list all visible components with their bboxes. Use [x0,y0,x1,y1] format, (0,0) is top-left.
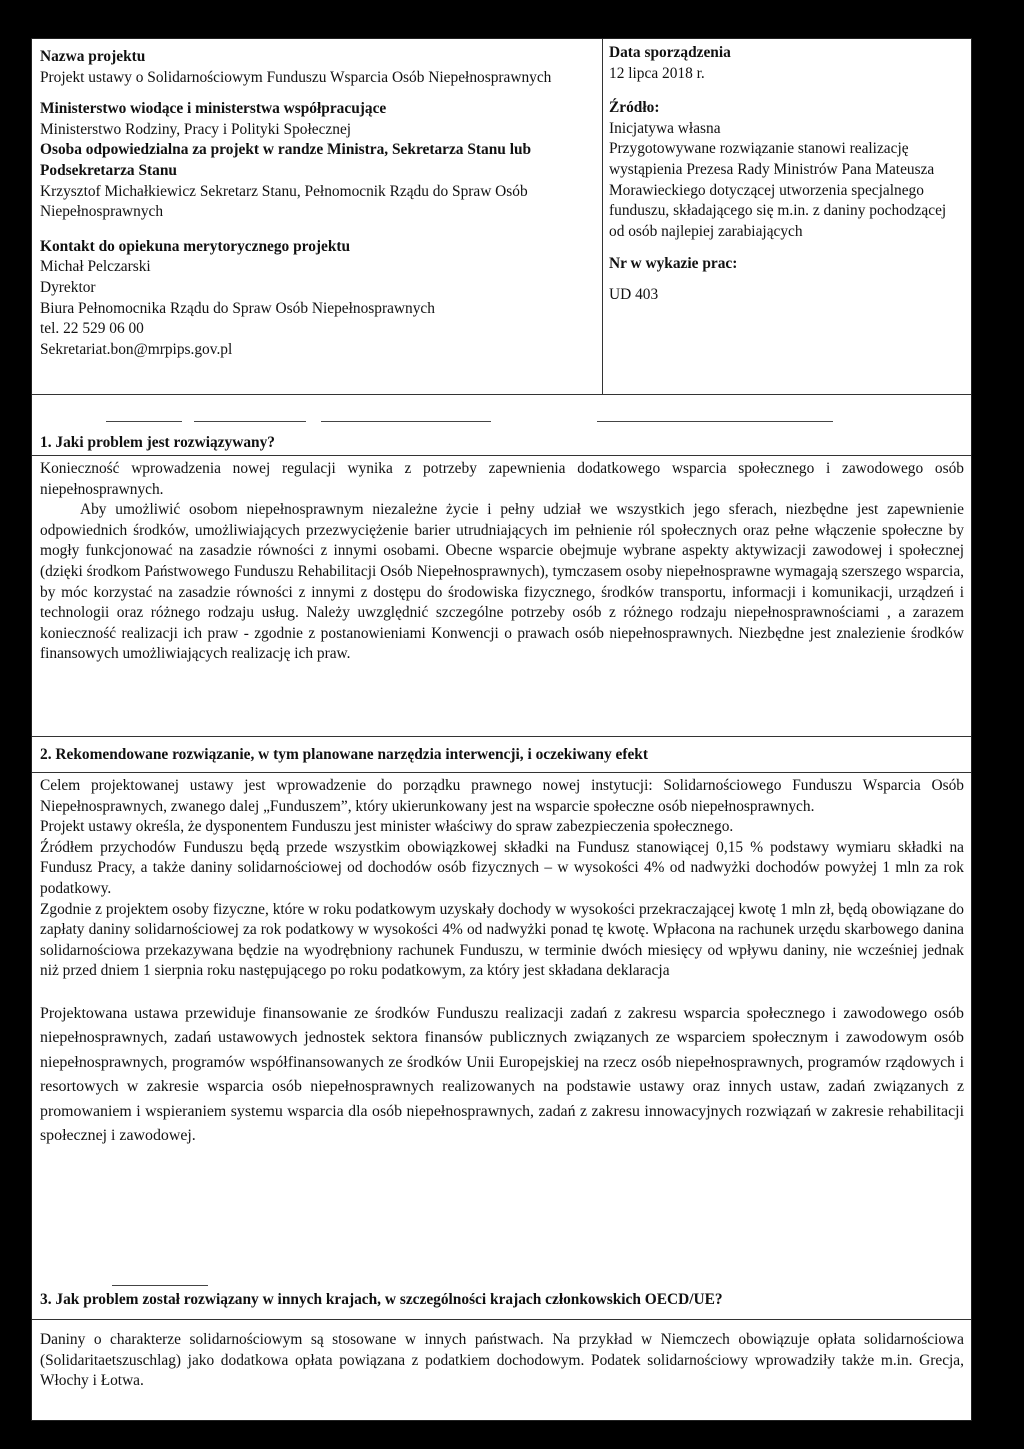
section-2-paragraph-4: Zgodnie z projektem osoby fizyczne, które w roku podatkowym uzyskały dochody w wysokości przekraczającej kwotę 1 mln zł, będą obowiązane do zapłaty daniny solidarnościowej za rok podatkowy w wysokości 4% od nadwyżki ponad tę kwotę. Wpłacona na rachunek urzędu skarbowego danina solidarnościowa przekazywana będzie na wyodrębniony rachunek Funduszu, w terminie dwóch miesięcy od wpływu daniny, nie wcześniej jednak niż przed dniem 1 sierpnia roku następującego po roku podatkowym, za który jest składana deklaracja [40,900,964,980]
section-3-paragraph-1: Daniny o charakterze solidarnościowym są stosowane w innych państwach. Na przykład w Niemczech obowiązuje opłata solidarnościowa (Solidaritaetszuschlag) jako dodatkowa opłata powiązana z podatkiem dochodowym. Podatek solidarnościowy wprowadziły także m.in. Grecja, Włochy i Łotwa. [40,1331,964,1390]
section-3-line [32,1319,971,1320]
section-3-title: 3. Jak problem został rozwiązany w innych krajach, w szczególności krajach członkowskich OECD/UE? [40,1291,723,1308]
section-2-title: 2. Rekomendowane rozwiązanie, w tym planowane narzędzia interwencji, i oczekiwany efekt [40,746,648,763]
section-2-body [40,776,964,1148]
header-left-cell [40,47,600,360]
ministry: Ministerstwo Rodziny, Pracy i Polityki Społecznej [40,120,352,138]
section-1-paragraph-2: Aby umożliwić osobom niepełnosprawnym niezależne życie i pełny udział we wszystkich jego sferach, niezbędne jest zapewnienie odpowiednich środków, umożliwiających przezwyciężenie barier utrudniających im pełnienie ról społecznych oraz pełne włączenie społeczne by mogły funkcjonować na zasadzie równości z innymi osobami. Obecne wsparcie obejmuje wybrane aspekty aktywizacji zawodowej i społecznej (dzięki środkom Państwowego Funduszu Rehabilitacji Osób Niepełnosprawnych), tymczasem osoby niepełnosprawne wymagają szerszego wsparcia, by móc korzystać na zasadzie równości z innymi z dostępu do środowiska fizycznego, środków transportu, informacji i komunikacji, urządzeń i technologii oraz różnego rodzaju usług. Należy uwzględnić szczególne potrzeby osób z różnego rodzaju niepełnosprawnościami , a zarazem konieczność realizacji ich praw - zgodnie z postanowieniami Konwencji o prawach osób niepełnosprawnych. Niezbędne jest znalezienie środków finansowych umożliwiających realizację ich praw. [40,501,964,663]
section-2-line [32,772,971,773]
header-divider [602,39,603,394]
source-1: Inicjatywa własna [609,119,721,137]
section-2-paragraph-5: Projektowana ustawa przewiduje finansowanie ze środków Funduszu realizacji zadań z zakresu wsparcia społecznego i zawodowego osób niepełnosprawnych, zadań ustawowych jednostek sektora finansów publicznych związanych ze wsparciem społecznym i zawodowym osób niepełnosprawnych, programów współfinansowanych ze środków Unii Europejskiej na rzecz osób niepełnosprawnych, programów rządowych i resortowych w zakresie wsparcia osób niepełnosprawnych realizowanych na podstawie ustawy oraz innych ustaw, zadań związanych z promowaniem i wspieraniem systemu wsparcia dla osób niepełnosprawnych, zadań z zakresu innowacyjnych rozwiązań w zakresie rehabilitacji społecznej i zawodowej. [40,1004,964,1144]
contact-phone: tel. 22 529 06 00 [40,320,144,338]
contact-name: Michał Pelczarski [40,258,151,276]
date-value: 12 lipca 2018 r. [609,64,705,82]
contact-email: Sekretariat.bon@mrpips.gov.pl [40,340,233,358]
responsible-person: Krzysztof Michałkiewicz Sekretarz Stanu, Pełnomocnik Rządu do Spraw Osób Niepełnosprawnych [40,182,528,221]
source-label: Źródło: [609,99,660,117]
section-1-title: 1. Jaki problem jest rozwiązywany? [40,434,275,451]
responsible-label: Osoba odpowiedzialna za projekt w randze Ministra, Sekretarza Stanu lub Podsekretarza Stanu [40,141,532,179]
section-1-body [40,459,964,665]
contact-office: Biura Pełnomocnika Rządu do Spraw Osób Niepełnosprawnych [40,299,435,317]
ministry-label: Ministerstwo wiodące i ministerstwa współpracujące [40,100,387,118]
document-page [31,38,972,1421]
project-name: Projekt ustawy o Solidarnościowym Funduszu Wsparcia Osób Niepełnosprawnych [40,68,552,86]
header-table [32,39,971,395]
worklist-number: UD 403 [609,285,659,303]
rule-2 [194,421,306,422]
header-right-cell [609,43,964,306]
contact-role: Dyrektor [40,278,96,296]
section-1-paragraph-1: Konieczność wprowadzenia nowej regulacji wynika z potrzeby zapewnienia dodatkowego wsparcia społecznego i zawodowego osób niepełnosprawnych. [40,460,964,498]
section-3-body [40,1330,964,1392]
date-label: Data sporządzenia [609,44,731,61]
section-2-paragraph-1: Celem projektowanej ustawy jest wprowadzenie do porządku prawnego nowej instytucji: Solidarnościowego Funduszu Wsparcia Osób Niepełnosprawnych, zwanego dalej „Funduszem”, który ukierunkowany jest na wsparcie społeczne osób niepełnosprawnych. [40,777,964,815]
section-2-paragraph-3: Źródłem przychodów Funduszu będą przede wszystkim obowiązkowej składki na Fundusz stanowiącej 0,15 % podstawy wymiaru składki na Fundusz Pracy, a także daniny solidarnościowej od dochodów osób fizycznych – w wysokości 4% od nadwyżki dochodów powyżej 1 mln za rok podatkowy. [40,838,964,897]
rule-3 [321,421,491,422]
section-3-top-rule [112,1285,208,1286]
section-1-end-line [32,736,971,737]
contact-label: Kontakt do opiekuna merytorycznego projektu [40,237,351,255]
section-1-line [32,455,971,456]
section-2-paragraph-2: Projekt ustawy określa, że dysponentem Funduszu jest minister właściwy do spraw zabezpieczenia społecznego. [40,818,734,836]
project-name-label: Nazwa projektu [40,48,146,65]
source-2: Przygotowywane rozwiązanie stanowi realizację wystąpienia Prezesa Rady Ministrów Pana Mateusza Morawieckiego dotyczącej utworzenia specjalnego funduszu, składającego się m.in. z daniny pochodzącej od osób najlepiej zarabiających [609,140,947,240]
rule-4 [597,421,833,422]
rule-1 [106,421,182,422]
worklist-label: Nr w wykazie prac: [609,255,738,273]
